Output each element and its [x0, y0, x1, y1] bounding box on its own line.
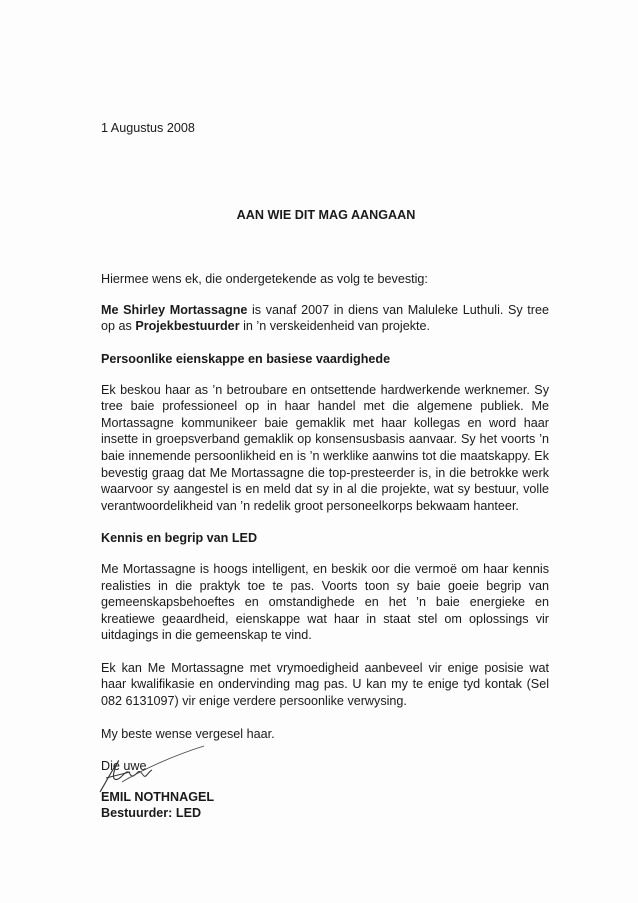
letter-subject: AAN WIE DIT MAG AANGAAN [236, 207, 416, 222]
signature-block [101, 789, 214, 821]
employee-name: Me Shirley Mortassagne [101, 302, 248, 317]
intro-text-1: is vanaf 2007 in diens van Maluleke Luthuli. Sy tree op as [101, 302, 549, 334]
sign-off: Die uwe [101, 759, 147, 774]
section-body-led: Me Mortassagne is hoogs intelligent, en beskik oor die vermoë om haar kennis realisties in die praktyk toe te pas. Voorts toon sy baie goeie begrip van gemeenskapsbehoeftes en omstandighede en het ’n baie energieke en kreatiewe geaardheid, eienskappe wat haar in staat stel om oplossings vir uitdagings in die gemeenskap te vind. [101, 561, 549, 643]
intro-paragraph [101, 302, 549, 335]
letter-date: 1 Augustus 2008 [101, 121, 195, 135]
employee-role: Projekbestuurder [135, 319, 240, 334]
letter-body [101, 120, 549, 775]
signatory-name: EMIL NOTHNAGEL [101, 790, 215, 804]
section-heading-personal: Persoonlike eienskappe en basiese vaardighede [101, 351, 391, 366]
section-heading-led: Kennis en begrip van LED [101, 531, 258, 546]
closing-paragraph: Ek kan Me Mortassagne met vrymoedigheid aanbeveel vir enige posisie wat haar kwalifikasie en ondervinding mag pas. U kan my te enige tyd kontak (Sel 082 6131097) vir enige verdere persoonlike verwysing. [101, 660, 549, 709]
signatory-title: Bestuurder: LED [101, 806, 202, 820]
letter-greeting: Hiermee wens ek, die ondergetekende as volg te bevestig: [101, 272, 428, 287]
intro-text-2: in ’n verskeidenheid van projekte. [239, 319, 431, 334]
regards-line: My beste wense vergesel haar. [101, 726, 275, 741]
section-body-personal: Ek beskou haar as ’n betroubare en ontsettende hardwerkende werknemer. Sy tree baie professioneel op in haar handel met die algemene publiek. Me Mortassagne kommunikeer baie gemaklik met haar kollegas en word haar insette in groepsverband gemaklik op konsensusbasis aanvaar. Sy het voorts ’n baie innemende persoonlikheid en is ’n werklike aanwins tot die maatskappy. Ek bevestig graag dat Me Mortassagne die top-presteerder is, in die betrokke werk waarvoor sy aangestel is en meld dat sy in al die projekte, wat sy bestuur, volle verantwoordelikheid van ’n redelik groot personeelkorps bekwaam hanteer. [101, 382, 549, 513]
